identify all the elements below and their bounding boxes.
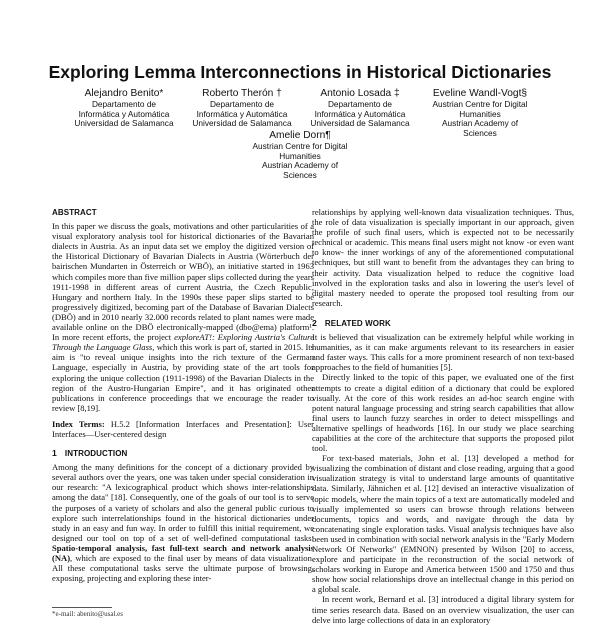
author-affiliation: Humanities: [459, 108, 501, 119]
paper-title: Exploring Lemma Interconnections in Historical Dictionaries: [48, 62, 552, 82]
author-affiliation: Humanities: [279, 150, 321, 161]
author-block: [300, 88, 420, 129]
left-column: [52, 207, 314, 583]
author-affiliation: Departamento de: [327, 99, 393, 109]
author-name: Amelie Dorn¶: [269, 130, 331, 141]
body-paragraph: relationships by applying well-known data visualization techniques. Thus, the role of data visualization is specially important in our approach, given the profile of such final users, which is expected not to be necessarily technical or academic. This means final users might not know -or even want to know- the inner workings of any of the aforementioned computational techniques, but still want to benefit from the advantages they can bring to their activity. Data visualization helped to reduce the cognitive load involved in the exploration tasks and also in lowering the user's level of digital mastery needed to operate the proposed tool resulting from our research.: [312, 207, 574, 308]
body-paragraph: In recent work, Bernard et al. [3] introduced a digital library system for time series research data. Based on an overview visualization, the user can delve into large collections of data in an exploratory: [312, 594, 574, 625]
footnote: *e-mail: abenito@usal.es: [52, 610, 123, 618]
index-terms: Index Terms: H.5.2 [Information Interfaces and Presentation]: User Interfaces—User-centered design: [52, 418, 314, 439]
author-affiliation: Universidad de Salamanca: [192, 118, 292, 129]
author-name: Roberto Therón †: [202, 88, 282, 99]
abstract-heading: ABSTRACT: [52, 208, 97, 217]
author-name: Eveline Wandl-Vogt§: [432, 88, 528, 99]
author-affiliation: Informática y Automática: [314, 108, 406, 119]
author-affiliation: Departamento de: [209, 99, 275, 109]
body-paragraph: Directly linked to the topic of this paper, we evaluated one of the first attempts to create a digital edition of a dictionary that could be explored visually. At the core of this work resides an ad-hoc search engine with potent natural language processing and string search capabilities that allow final users to launch fuzzy searches in order to detect misspellings and alternative spellings of headwords [16]. In our study we place searching capabilities at the core of the architecture that supports the proposed pilot tool.: [312, 372, 574, 454]
intro-paragraph: Among the many definitions for the concept of a dictionary provided by several authors over the years, one was taken under special consideration in our research: "A lexicographical product which shows inter-relationships among the data" [18]. Consequently, one of the goals of our tool is to serve the purposes of a variety of scholars and also the general public curious to explore such interrelationships found in the historical dictionaries under study in an easy and fun way. In order to fulfill this initial requirement, we designed our tool on top of a set of well-defined computational tasks: Spatio-temporal analysis, fast full-text search and network analysis (NA), which are exposed to the final user by means of data visualization. All these computational tasks serve the ultimate purpose of browsing, exposing, projecting and exploring these inter-: [52, 462, 314, 584]
author-name: Antonio Losada ‡: [320, 88, 400, 99]
section-heading-introduction: 1 INTRODUCTION: [52, 448, 128, 459]
author-affiliation: Informática y Automática: [196, 108, 288, 119]
body-paragraph: For text-based materials, John et al. [13] developed a method for visualizing the combination of distant and close reading, arguing that a good visualization strategy is vital to understand large amounts of quantitative data. Similarly, Jähnichen et al. [12] devised an interactive visualization of topic models, where the main topics of a text are automatically modeled and visually implemented so users can browse through relations between documents, topics and words, and navigate through the data by concatenating single exploration tasks. Visual analysis techniques have also been used in combination with social network analysis in the "Early Modern Network Of Networks" (EMNON) presented by Wilson [20] to access, explore and participate in the reconstruction of the social network of scholars working in Europe and America between 1500 and 1750 and thus show how social relationships drove an intellectual change in this period on a global scale.: [312, 453, 574, 595]
footnote-rule: [52, 607, 112, 608]
author-affiliation: Universidad de Salamanca: [74, 118, 174, 129]
abstract-paragraph: In this paper we discuss the goals, motivations and other particularities of a visual exploratory analysis tool for historical dictionaries of the Bavarian dialects in Austria. As an input data set we employ the digitized version of the Historical Dictionary of Bavarian Dialects in Austria (Wörterbuch der bairischen Mundarten in Österreich or WBÖ), an initiative started in 1963 which compiles more than five million paper slips collected during the years 1911-1998 in different areas of current Austria, the Czech Republic, Hungary and northern Italy. In the 1990s these paper slips started to be progressively digitized, becoming part of the Database of Bavarian Dialects (DBÖ) and in 2010 nearly 32.000 records related to plant names were made available online on the DBÖ electronically-mapped (dbo@ema) platform¹. In more recent efforts, the project exploreAT!: Exploring Austria's Culture Through the Language Glass, which this work is part of, started in 2015. Its aim is "to reveal unique insights into the rich texture of the German Language, especially in Austria, by providing state of the art tools for exploring the unique collection (1911-1998) of the Bavarian Dialects in the region of the Austro-Hungarian Empire", and it has originated other publications in conference proceedings that we encourage the reader to review [8,19].: [52, 221, 314, 413]
author-name: Alejandro Benito*: [84, 88, 164, 99]
author-affiliation: Austrian Academy of: [261, 160, 339, 171]
author-block: [64, 88, 184, 129]
author-affiliation: Austrian Centre for Digital: [252, 141, 348, 151]
author-affiliation: Austrian Centre for Digital: [432, 99, 528, 109]
author-affiliation: Departamento de: [91, 99, 157, 109]
author-affiliation: Universidad de Salamanca: [310, 118, 410, 129]
author-affiliation: Austrian Academy of: [441, 118, 519, 129]
author-block: [182, 88, 302, 129]
author-block: [418, 88, 542, 138]
author-block: [240, 130, 360, 180]
author-affiliation: Sciences: [283, 169, 317, 180]
right-column: [312, 207, 574, 625]
author-affiliation: Sciences: [463, 127, 497, 138]
section-heading-related-work: 2 RELATED WORK: [312, 317, 391, 328]
author-affiliation: Informática y Automática: [78, 108, 170, 119]
body-paragraph: It is believed that visualization can be extremely helpful while working in humanities, as it can make arguments relevant to its researchers in easier and faster ways. This calls for a more prominent research of non text-based approaches to the field of humanities [5].: [312, 332, 574, 373]
